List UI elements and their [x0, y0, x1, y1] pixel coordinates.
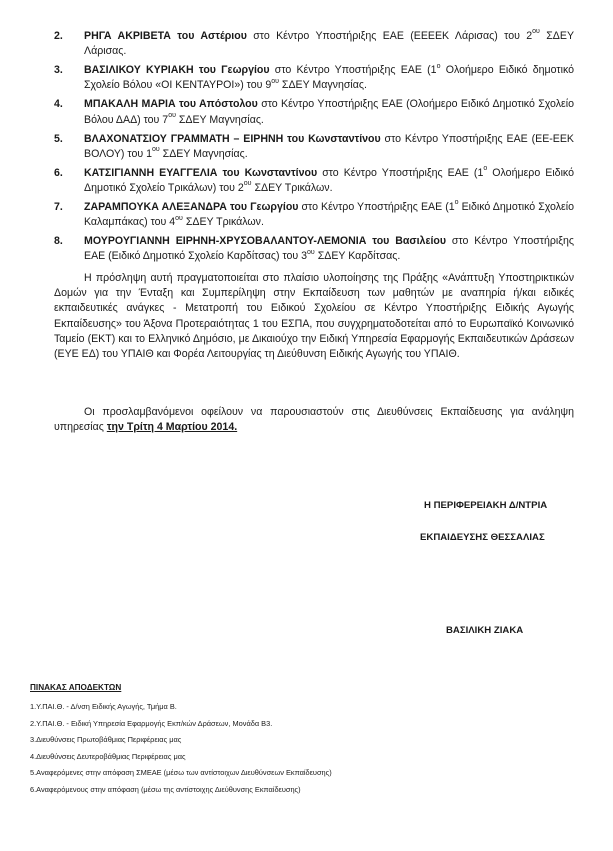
- signature-title: Η ΠΕΡΙΦΕΡΕΙΑΚΗ Δ/ΝΤΡΙΑ: [424, 500, 548, 511]
- signatory-name: ΒΑΣΙΛΙΚΗ ΖΙΑΚΑ: [446, 625, 524, 636]
- distribution-item: 6.Αναφερόμενους στην απόφαση (μέσω της αντίστοιχης Διεύθυνσης Εκπαίδευσης): [30, 784, 301, 794]
- distribution-item: 1.Υ.ΠΑΙ.Θ. - Δ/νση Ειδικής Αγωγής, Τμήμα Β.: [30, 702, 177, 711]
- item-number: 7.: [54, 201, 63, 214]
- reporting-date: την Τρίτη 4 Μαρτίου 2014.: [106, 421, 238, 434]
- signature-department: ΕΚΠΑΙΔΕΥΣΗΣ ΘΕΣΣΑΛΙΑΣ: [420, 532, 545, 543]
- item-number: 5.: [54, 132, 63, 145]
- appointee-name: ΖΑΡΑΜΠΟΥΚΑ ΑΛΕΞΑΝΔΡΑ του Γεωργίου: [84, 201, 299, 214]
- instruction-paragraph: [54, 405, 574, 435]
- funding-paragraph: Η πρόσληψη αυτή πραγματοποιείται στο πλαίσιο υλοποίησης της Πράξης «Ανάπτυξη Υποστηρικτικών Δομών για την Ένταξη και Συμπερίληψη στην Εκπαίδευση των μαθητών με αναπηρία ή/και ειδικές εκπαιδευτικές ανάγκες - Μετατροπή του Ειδικού Σχολείου σε Κέντρο Υποστήριξης Ειδικής Αγωγής Εκπαίδευσης» του Άξονα Προτεραιότητας 1 του ΕΣΠΑ, που συγχρηματοδοτείται από το Ευρωπαϊκό Κοινωνικό Ταμείο (ΕΚΤ) και το Ελληνικό Δημόσιο, με Δικαιούχο την Ειδική Υπηρεσία Εφαρμογής Εκπαιδευτικών Δράσεων (ΕΥΕ ΕΔ) του ΥΠΑΙΘ και Φορέα Λειτουργίας τη Διεύθυνση Ειδικής Αγωγής του ΥΠΑΙΘ.: [54, 272, 574, 361]
- list-item: 8. ΜΟΥΡΟΥΓΙΑΝΝΗ ΕΙΡΗΝΗ-ΧΡΥΣΟΒΑΛΑΝΤΟΥ-ΛΕΜΟΝΙΑ του Βασιλείου στο Κέντρο Υποστήριξης ΕΑΕ (Ειδικό Δημοτικό Σχολείο Καρδίτσας) του $3^{o\upsilon}$ ΣΔΕΥ Καρδίτσας.: [54, 235, 574, 263]
- distribution-title: ΠΙΝΑΚΑΣ ΑΠΟΔΕΚΤΩΝ: [30, 683, 122, 692]
- distribution-list: [30, 702, 590, 801]
- appointee-name: ΒΑΣΙΛΙΚΟΥ ΚΥΡΙΑΚΗ του Γεωργίου: [84, 64, 270, 77]
- item-number: 4.: [54, 98, 63, 111]
- list-item: 2. ΡΗΓΑ ΑΚΡΙΒΕΤΑ του Αστέριου στο Κέντρο Υποστήριξης ΕΑΕ (ΕΕΕΕΚ Λάρισας) του $2^{o\upsilon}$ ΣΔΕΥ Λάρισας.: [54, 28, 575, 58]
- appointment-list: [54, 29, 574, 268]
- list-item: 5. ΒΛΑΧΟΝΑΤΣΙΟΥ ΓΡΑΜΜΑΤΗ – ΕΙΡΗΝΗ του Κωνσταντίνου στο Κέντρο Υποστήριξης ΕΑΕ (ΕΕ-ΕΕΚ ΒΟΛΟΥ) του $1^{o\upsilon}$ ΣΔΕΥ Μαγνησίας.: [54, 132, 574, 160]
- item-number: 8.: [54, 235, 63, 248]
- appointee-name: ΚΑΤΣΙΓΙΑΝΝΗ ΕΥΑΓΓΕΛΙΑ του Κωνσταντίνου: [84, 166, 318, 179]
- instruction-text: Οι προσλαμβανόμενοι οφείλουν να παρουσιαστούν στις Διευθύνσεις Εκπαίδευσης για ανάληψη υπηρεσίας: [54, 406, 574, 434]
- list-item: 7. ΖΑΡΑΜΠΟΥΚΑ ΑΛΕΞΑΝΔΡΑ του Γεωργίου στο Κέντρο Υποστήριξης ΕΑΕ ($1^o$ Ειδικό Δημοτικό Σχολείο Καλαμπάκας) του $4^{o\upsilon}$ ΣΔΕΥ Τρικάλων.: [54, 199, 574, 229]
- appointee-name: ΡΗΓΑ ΑΚΡΙΒΕΤΑ του Αστέριου: [84, 30, 247, 42]
- appointee-name: ΜΠΑΚΑΛΗ ΜΑΡΙΑ του Απόστολου: [84, 98, 258, 111]
- distribution-item: 4.Διευθύνσεις Δευτεροβάθμιας Περιφέρειας μας: [30, 751, 186, 761]
- appointee-name: ΜΟΥΡΟΥΓΙΑΝΝΗ ΕΙΡΗΝΗ-ΧΡΥΣΟΒΑΛΑΝΤΟΥ-ΛΕΜΟΝΙΑ του Βασιλείου: [84, 235, 447, 248]
- distribution-item: 2.Υ.ΠΑΙ.Θ. - Ειδική Υπηρεσία Εφαρμογής Εκπ/κών Δράσεων, Μονάδα Β3.: [30, 718, 273, 728]
- distribution-item: 3.Διευθύνσεις Πρωτοβάθμιας Περιφέρειας μας: [30, 735, 182, 744]
- distribution-item: 5.Αναφερόμενες στην απόφαση ΣΜΕΑΕ (μέσω των αντίστοιχων Διευθύνσεων Εκπαίδευσης): [30, 768, 332, 777]
- list-item: 6. ΚΑΤΣΙΓΙΑΝΝΗ ΕΥΑΓΓΕΛΙΑ του Κωνσταντίνου στο Κέντρο Υποστήριξης ΕΑΕ ($1^o$ Ολοήμερο Ειδικό Δημοτικό Σχολείο Τρικάλων) του $2^{o\upsilon}$ ΣΔΕΥ Τρικάλων.: [54, 165, 574, 195]
- item-number: 2.: [54, 30, 63, 42]
- item-number: 3.: [54, 64, 63, 77]
- list-item: 3. ΒΑΣΙΛΙΚΟΥ ΚΥΡΙΑΚΗ του Γεωργίου στο Κέντρο Υποστήριξης ΕΑΕ ($1^o$ Ολοήμερο Ειδικό δημοτικό Σχολείο Βόλου «ΟΙ ΚΕΝΤΑΥΡΟΙ») του $9^{o\upsilon}$ ΣΔΕΥ Μαγνησίας.: [54, 62, 574, 92]
- list-item: 4. ΜΠΑΚΑΛΗ ΜΑΡΙΑ του Απόστολου στο Κέντρο Υποστήριξης ΕΑΕ (Ολοήμερο Ειδικό Δημοτικό Σχολείο Βόλου ΔΑΔ) του $7^{o\upsilon}$ ΣΔΕΥ Μαγνησίας.: [54, 98, 574, 126]
- item-number: 6.: [54, 166, 63, 179]
- appointee-name: ΒΛΑΧΟΝΑΤΣΙΟΥ ΓΡΑΜΜΑΤΗ – ΕΙΡΗΝΗ του Κωνσταντίνου: [84, 132, 381, 145]
